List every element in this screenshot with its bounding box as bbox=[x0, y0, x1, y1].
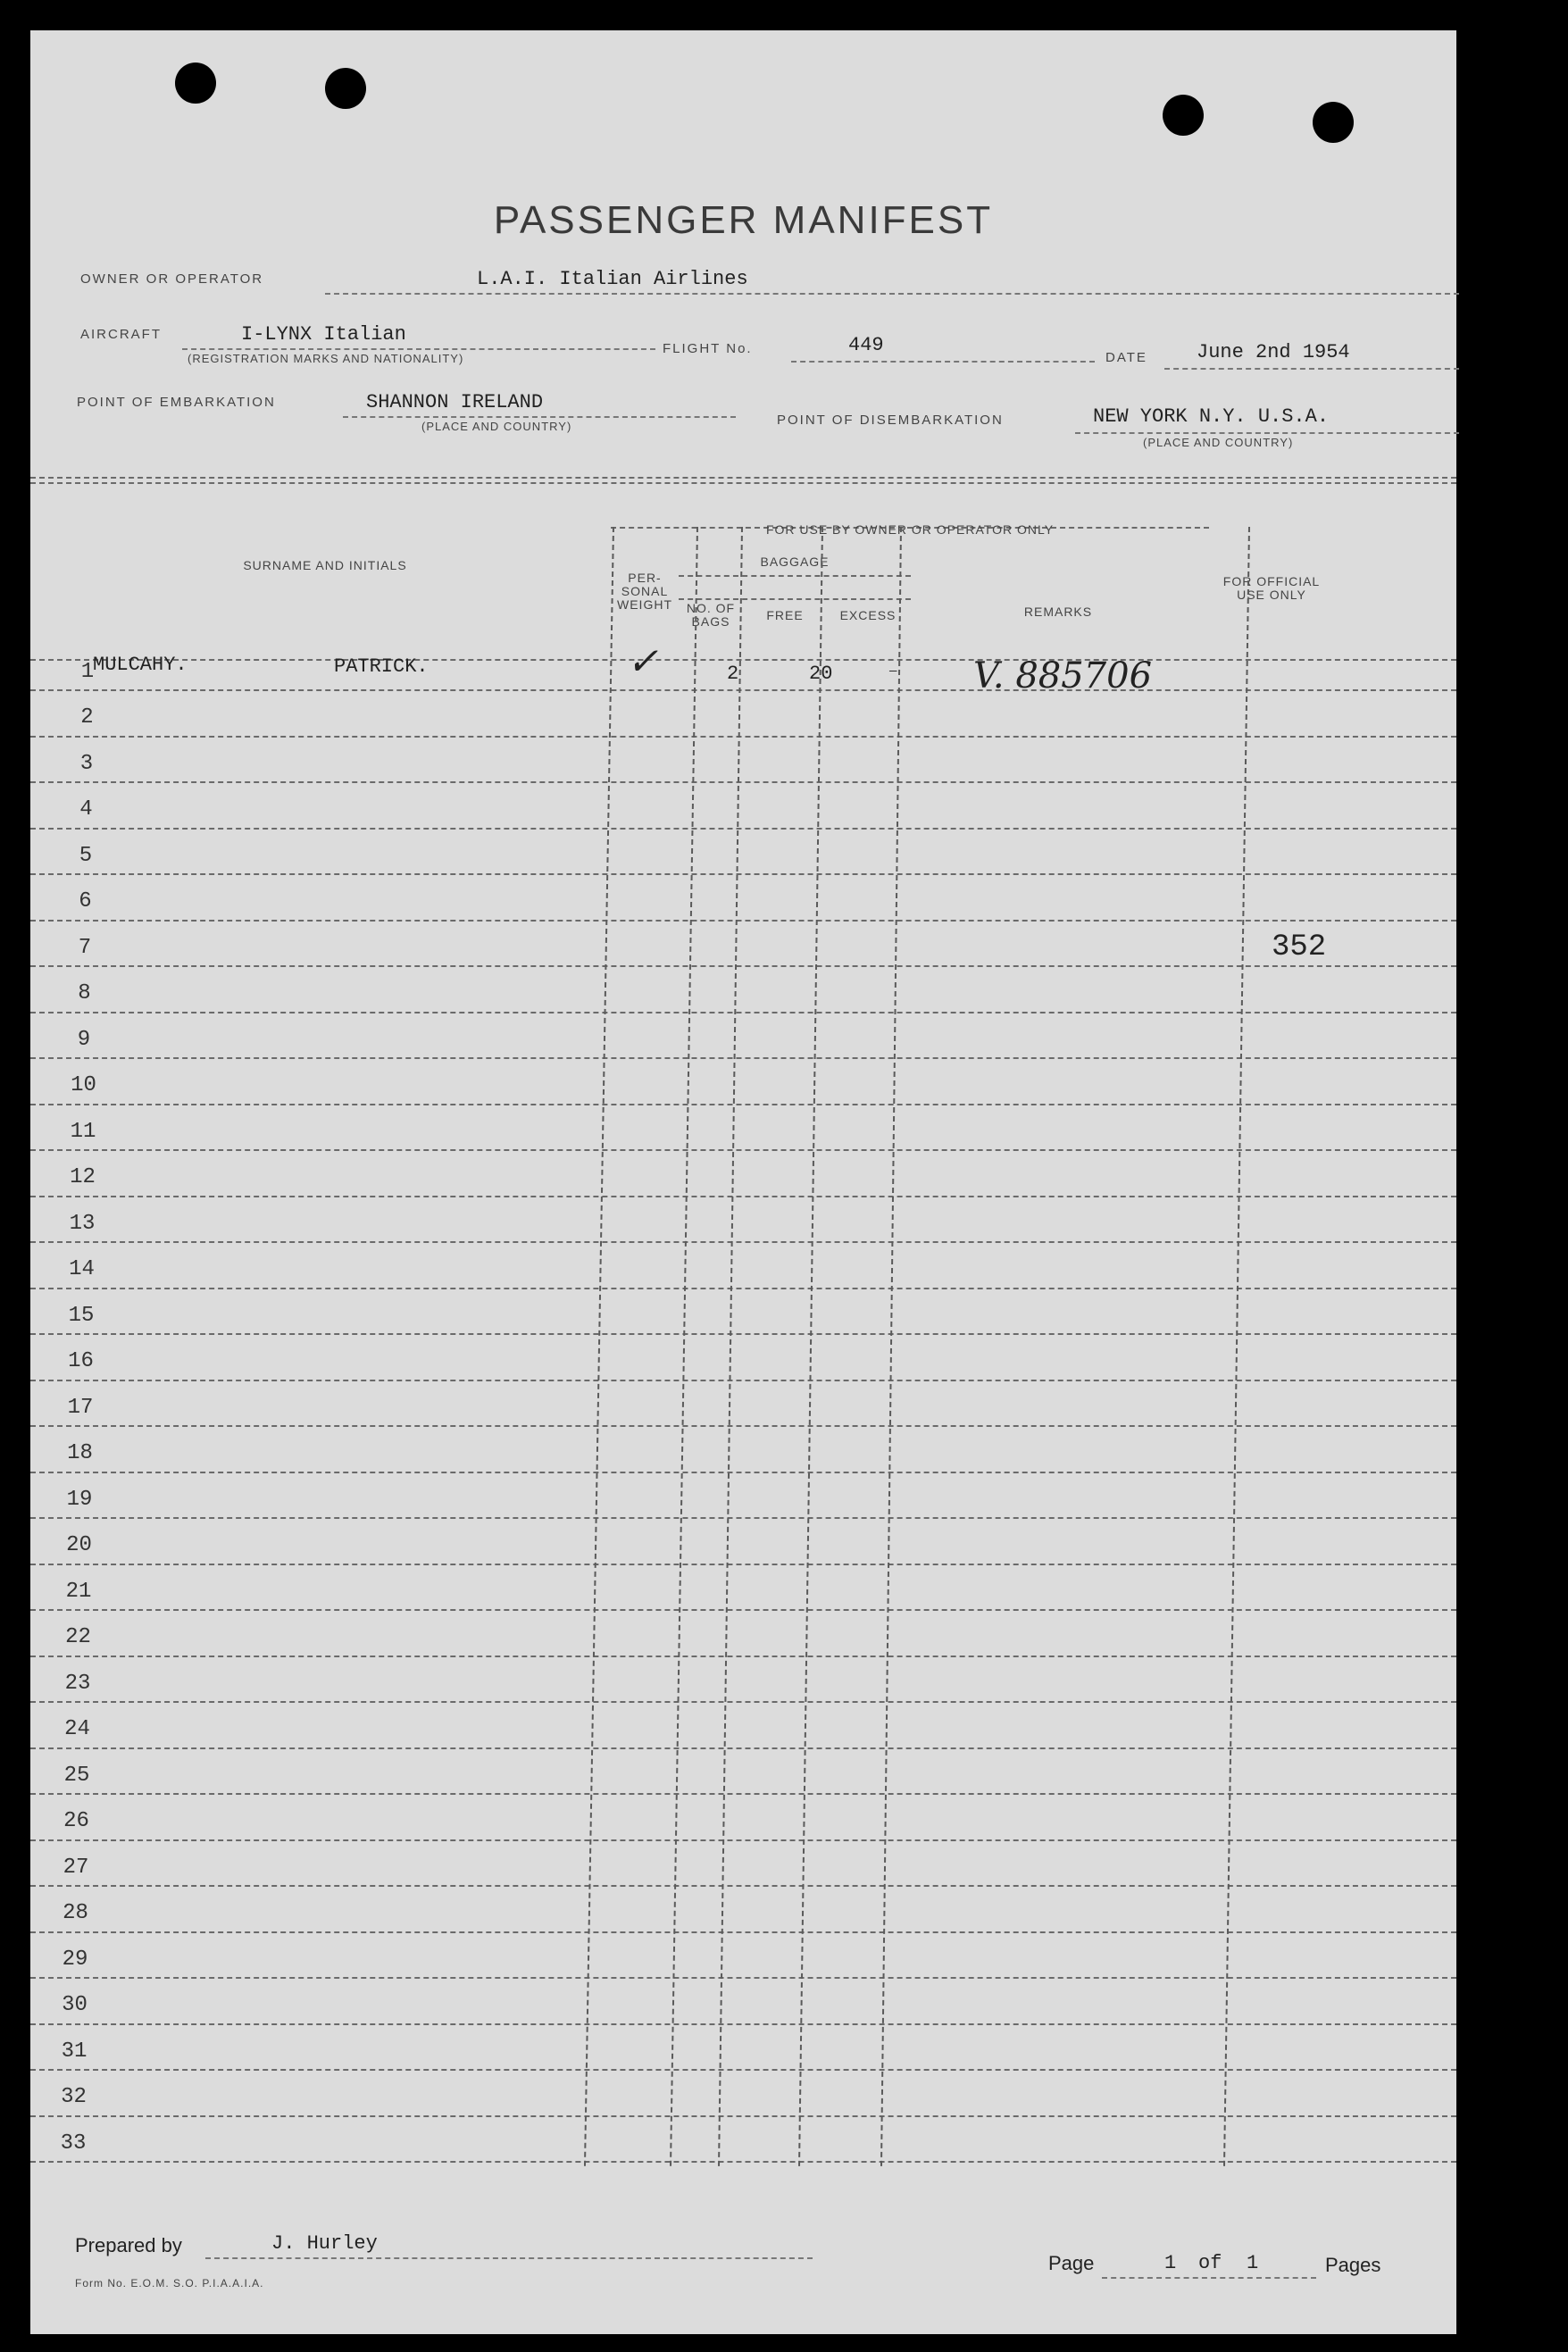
row-rule bbox=[30, 1288, 1456, 1289]
row-rule bbox=[30, 1564, 1456, 1565]
col-rule-bags bbox=[670, 527, 698, 2166]
row-number: 21 bbox=[65, 1580, 92, 1604]
aircraft-value: I-LYNX Italian bbox=[241, 323, 406, 346]
row-number: 30 bbox=[62, 1993, 88, 2017]
owner-label: OWNER OR OPERATOR bbox=[80, 271, 264, 287]
row-rule bbox=[30, 2069, 1456, 2071]
row-rule bbox=[30, 828, 1456, 830]
row-number: 4 bbox=[79, 797, 93, 822]
remarks-value: V. 885706 bbox=[973, 655, 1153, 696]
punch-hole bbox=[325, 68, 366, 109]
row-rule bbox=[30, 781, 1456, 783]
embarkation-sublabel: (PLACE AND COUNTRY) bbox=[421, 420, 572, 433]
col-header-remarks: REMARKS bbox=[1023, 605, 1093, 619]
col-header-personal-weight: PER-SONAL WEIGHT bbox=[617, 571, 672, 612]
row-rule bbox=[30, 1839, 1456, 1841]
row-number: 10 bbox=[71, 1073, 96, 1097]
personal-weight-check: ✓ bbox=[627, 639, 659, 683]
row-rule bbox=[30, 1333, 1456, 1335]
row-rule bbox=[30, 2115, 1456, 2117]
row-number: 33 bbox=[60, 2131, 87, 2156]
col-header-no-bags: NO. OF BAGS bbox=[686, 601, 736, 629]
prepared-underline bbox=[205, 2257, 813, 2259]
disembarkation-sublabel: (PLACE AND COUNTRY) bbox=[1143, 436, 1294, 449]
row-rule bbox=[30, 1517, 1456, 1519]
free-baggage-value: 20 bbox=[809, 663, 833, 685]
header-bottom-rule bbox=[30, 659, 1456, 661]
flight-label: FLIGHT No. bbox=[663, 341, 753, 356]
row-number: 29 bbox=[62, 1947, 88, 1972]
row-rule bbox=[30, 1885, 1456, 1887]
row-rule bbox=[30, 2023, 1456, 2025]
row-rule bbox=[30, 1931, 1456, 1933]
row-number: 15 bbox=[68, 1304, 95, 1328]
baggage-group-rule bbox=[679, 575, 911, 577]
form-number: Form No. E.O.M. S.O. P.I.A.A.I.A. bbox=[75, 2277, 264, 2289]
row-number: 11 bbox=[70, 1120, 96, 1144]
aircraft-underline bbox=[182, 348, 655, 350]
row-number: 24 bbox=[64, 1717, 90, 1741]
row-number: 20 bbox=[66, 1533, 92, 1557]
owner-value: L.A.I. Italian Airlines bbox=[477, 268, 748, 290]
row-number: 32 bbox=[61, 2085, 87, 2109]
aircraft-sublabel: (REGISTRATION MARKS AND NATIONALITY) bbox=[188, 352, 464, 365]
page-total: 1 bbox=[1247, 2252, 1259, 2274]
row-number: 3 bbox=[79, 752, 94, 776]
row-number: 7 bbox=[78, 936, 92, 960]
row-number: 8 bbox=[78, 981, 91, 1005]
no-of-bags-value: 2 bbox=[727, 663, 739, 685]
row-number: 9 bbox=[77, 1028, 91, 1052]
col-rule-excess bbox=[798, 527, 823, 2166]
row-rule bbox=[30, 1747, 1456, 1749]
col-header-free: FREE bbox=[766, 608, 804, 622]
row-number: 22 bbox=[65, 1625, 91, 1649]
punch-hole bbox=[175, 63, 216, 104]
row-number: 14 bbox=[69, 1257, 95, 1281]
row-rule bbox=[30, 1793, 1456, 1795]
page-current: 1 bbox=[1164, 2252, 1177, 2274]
row-number: 2 bbox=[80, 705, 94, 730]
row-rule bbox=[30, 1104, 1456, 1105]
row-rule bbox=[30, 1196, 1456, 1197]
row-number: 6 bbox=[79, 889, 92, 913]
table-top-rule bbox=[30, 477, 1456, 479]
manifest-page bbox=[30, 30, 1456, 2334]
col-header-excess: EXCESS bbox=[839, 608, 897, 622]
row-number: 16 bbox=[68, 1349, 94, 1373]
row-number: 26 bbox=[63, 1809, 89, 1833]
row-number: 12 bbox=[70, 1165, 96, 1189]
embarkation-label: POINT OF EMBARKATION bbox=[77, 395, 276, 410]
row-number: 18 bbox=[67, 1441, 93, 1465]
disembarkation-label: POINT OF DISEMBARKATION bbox=[777, 413, 1004, 428]
col-header-owner-group: FOR USE BY OWNER OR OPERATOR ONLY bbox=[765, 522, 1055, 537]
flight-underline bbox=[791, 361, 1095, 363]
flight-value: 449 bbox=[848, 334, 884, 356]
col-rule-official bbox=[1223, 527, 1250, 2166]
date-value: June 2nd 1954 bbox=[1197, 341, 1350, 363]
row-rule bbox=[30, 1241, 1456, 1243]
embarkation-underline bbox=[343, 416, 736, 418]
punch-hole bbox=[1313, 102, 1354, 143]
punch-hole bbox=[1163, 95, 1204, 136]
excess-baggage-value: — bbox=[889, 664, 897, 679]
row-rule bbox=[30, 1149, 1456, 1151]
row-rule bbox=[30, 689, 1456, 691]
col-rule-remarks bbox=[880, 527, 902, 2166]
row-number: 23 bbox=[64, 1672, 91, 1696]
row-rule bbox=[30, 736, 1456, 738]
col-rule-free bbox=[718, 527, 743, 2166]
row-number: 25 bbox=[63, 1764, 90, 1788]
page-title: PASSENGER MANIFEST bbox=[493, 198, 994, 242]
row-number: 27 bbox=[63, 1856, 89, 1880]
row-number: 13 bbox=[69, 1212, 96, 1236]
row-number: 17 bbox=[67, 1396, 94, 1420]
page-of: of bbox=[1198, 2252, 1222, 2274]
disembarkation-underline bbox=[1075, 432, 1459, 434]
row-rule bbox=[30, 1977, 1456, 1979]
baggage-subgroup-rule bbox=[679, 598, 911, 600]
disembarkation-value: NEW YORK N.Y. U.S.A. bbox=[1093, 405, 1330, 428]
row-number: 5 bbox=[79, 844, 93, 868]
passenger-surname: MULCAHY. bbox=[93, 654, 188, 676]
row-rule bbox=[30, 1425, 1456, 1427]
row-number: 28 bbox=[63, 1901, 88, 1925]
page-underline bbox=[1102, 2277, 1316, 2279]
row-rule bbox=[30, 1609, 1456, 1611]
row-rule bbox=[30, 1656, 1456, 1657]
row-rule bbox=[30, 1380, 1456, 1381]
table-top-rule bbox=[30, 482, 1456, 484]
prepared-value: J. Hurley bbox=[271, 2232, 378, 2255]
row-number: 31 bbox=[61, 2039, 88, 2064]
pages-label: Pages bbox=[1325, 2254, 1381, 2276]
row-rule bbox=[30, 1057, 1456, 1059]
date-underline bbox=[1164, 368, 1459, 370]
owner-underline bbox=[325, 293, 1459, 295]
col-header-official: FOR OFFICIAL USE ONLY bbox=[1222, 574, 1321, 602]
row-number: 1 bbox=[80, 660, 95, 684]
col-header-baggage: BAGGAGE bbox=[760, 555, 830, 569]
row-rule bbox=[30, 1472, 1456, 1473]
page-label: Page bbox=[1048, 2252, 1095, 2274]
aircraft-label: AIRCRAFT bbox=[80, 327, 162, 342]
date-label: DATE bbox=[1105, 350, 1147, 365]
passenger-initials: PATRICK. bbox=[334, 655, 429, 678]
embarkation-value: SHANNON IRELAND bbox=[366, 391, 544, 413]
col-rule-weight bbox=[584, 527, 614, 2166]
row-rule bbox=[30, 2161, 1456, 2163]
col-header-names: SURNAME AND INITIALS bbox=[243, 558, 407, 572]
row-rule bbox=[30, 1701, 1456, 1703]
row-number: 19 bbox=[66, 1488, 93, 1512]
official-stamp: 352 bbox=[1272, 930, 1327, 964]
prepared-label: Prepared by bbox=[75, 2234, 182, 2256]
